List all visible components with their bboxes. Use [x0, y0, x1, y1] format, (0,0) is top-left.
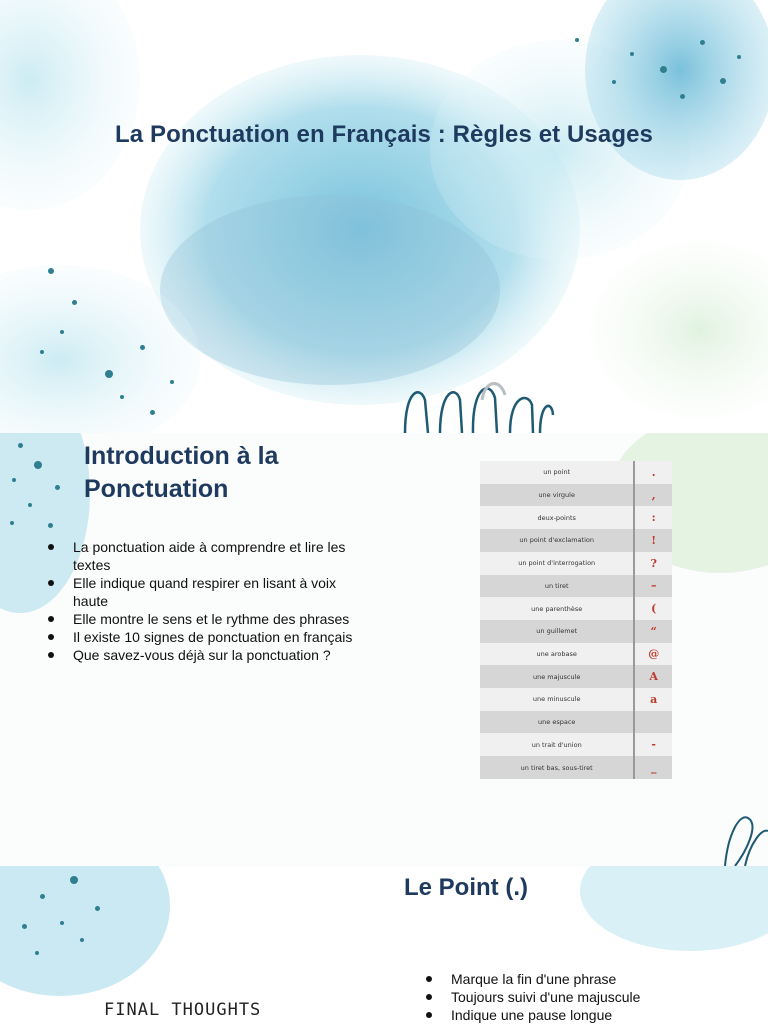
table-cell-symbol: ,	[635, 484, 672, 507]
slide1-background-art	[0, 0, 768, 433]
point-slide	[0, 866, 768, 1024]
table-row	[480, 529, 672, 552]
table-cell-name: un point d'interrogation	[480, 552, 633, 575]
table-cell-symbol: (	[635, 597, 672, 620]
point-slide-title: Le Point (.)	[404, 874, 528, 901]
table-row	[480, 733, 672, 756]
table-row	[480, 597, 672, 620]
table-cell-symbol: :	[635, 506, 672, 529]
table-cell-name: une parenthèse	[480, 597, 633, 620]
table-row	[480, 665, 672, 688]
table-cell-name: une arobase	[480, 643, 633, 666]
table-cell-symbol: ?	[635, 552, 672, 575]
title-slide	[0, 0, 768, 433]
table-cell-symbol: @	[635, 643, 672, 666]
list-item: Que savez-vous déjà sur la ponctuation ?	[46, 646, 366, 664]
table-cell-symbol: !	[635, 529, 672, 552]
table-cell-name: un point	[480, 461, 633, 484]
table-cell-name: une espace	[480, 711, 633, 734]
list-item: Marque la fin d'une phrase	[424, 970, 754, 988]
table-row	[480, 484, 672, 507]
point-bullet-list	[424, 970, 754, 1024]
table-row	[480, 688, 672, 711]
list-item: Elle montre le sens et le rythme des phrases	[46, 610, 366, 628]
table-cell-symbol: a	[635, 688, 672, 711]
introduction-slide	[0, 433, 768, 866]
list-item: Il existe 10 signes de ponctuation en français	[46, 628, 366, 646]
punctuation-table	[480, 461, 672, 779]
table-cell-name: un trait d'union	[480, 733, 633, 756]
table-cell-name: deux-points	[480, 506, 633, 529]
table-row	[480, 575, 672, 598]
table-row	[480, 552, 672, 575]
table-cell-symbol: “	[635, 620, 672, 643]
final-thoughts-label: FINAL THOUGHTS	[104, 1000, 262, 1020]
table-cell-symbol: _	[635, 756, 672, 779]
table-cell-name: un guillemet	[480, 620, 633, 643]
table-row	[480, 756, 672, 779]
table-cell-name: une majuscule	[480, 665, 633, 688]
introduction-title: Introduction à la Ponctuation	[84, 442, 279, 503]
table-cell-name: une virgule	[480, 484, 633, 507]
table-cell-name: un tiret	[480, 575, 633, 598]
introduction-bullet-list	[46, 538, 366, 664]
table-cell-symbol	[635, 711, 672, 734]
table-row	[480, 620, 672, 643]
table-cell-name: une minuscule	[480, 688, 633, 711]
table-cell-symbol: A	[635, 665, 672, 688]
presentation-title: La Ponctuation en Français : Règles et Usages	[115, 121, 653, 148]
table-cell-name: un point d'exclamation	[480, 529, 633, 552]
table-cell-name: un tiret bas, sous-tiret	[480, 756, 633, 779]
list-item: Elle indique quand respirer en lisant à voix haute	[46, 574, 366, 610]
table-row	[480, 461, 672, 484]
table-row	[480, 711, 672, 734]
table-row	[480, 643, 672, 666]
list-item: La ponctuation aide à comprendre et lire les textes	[46, 538, 366, 574]
list-item: Toujours suivi d'une majuscule	[424, 988, 754, 1006]
table-cell-symbol: -	[635, 733, 672, 756]
table-cell-symbol: –	[635, 575, 672, 598]
table-cell-symbol: .	[635, 461, 672, 484]
table-row	[480, 506, 672, 529]
list-item: Indique une pause longue	[424, 1006, 754, 1024]
